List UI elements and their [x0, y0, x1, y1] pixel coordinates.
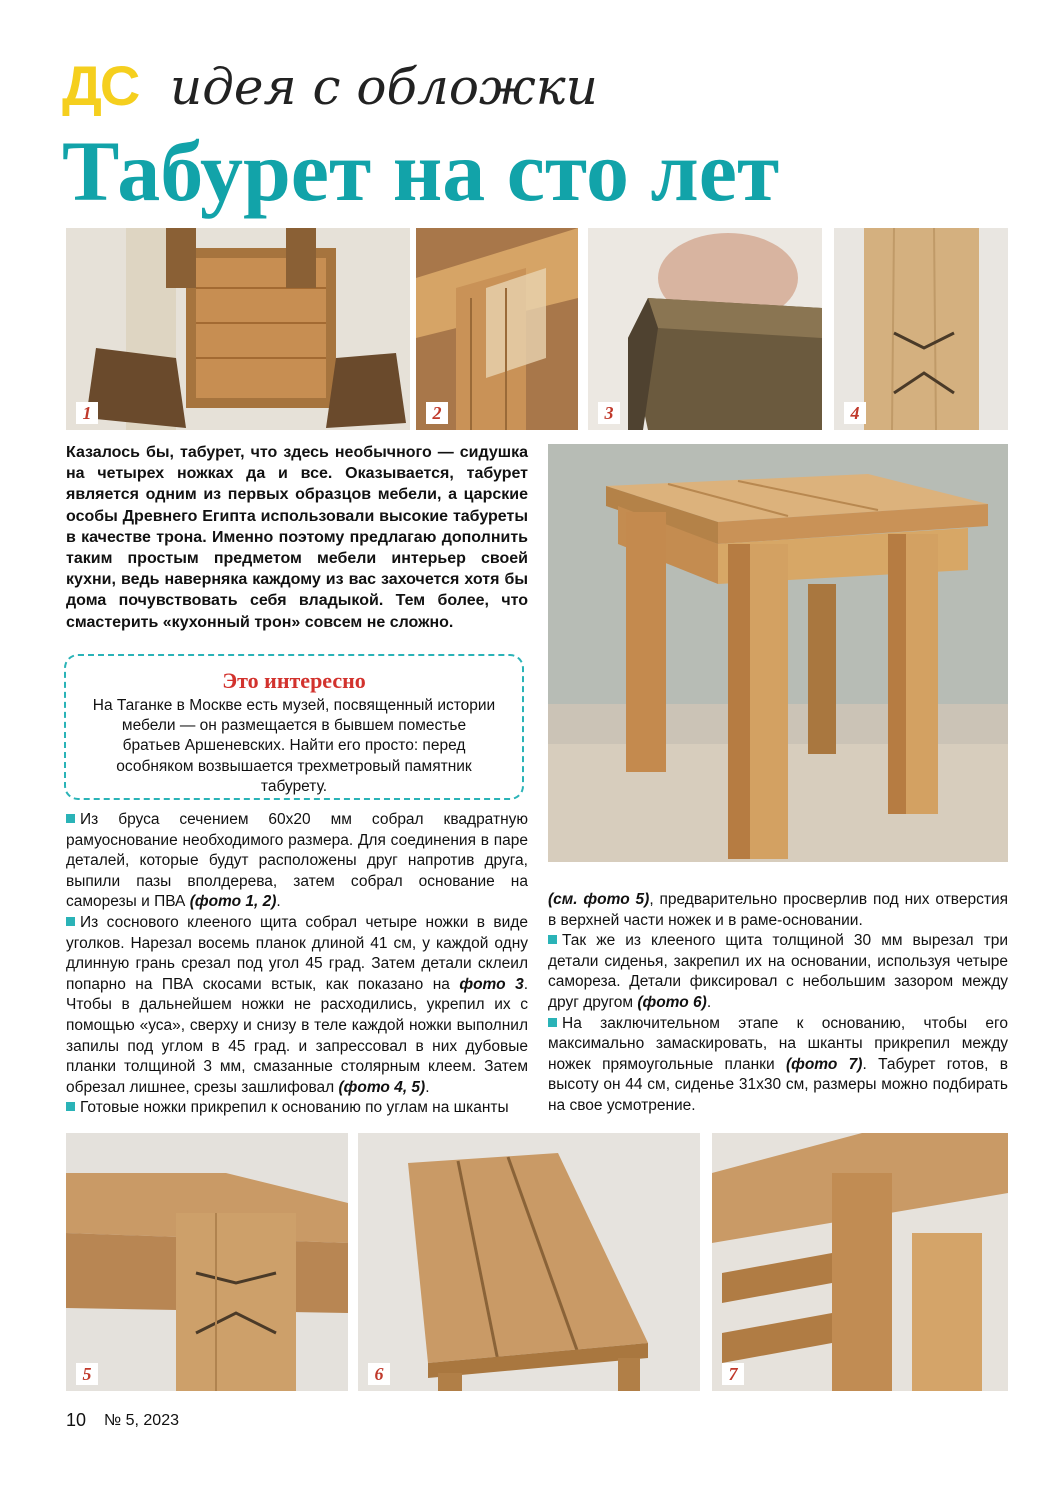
body-paragraph	[548, 890, 1008, 931]
photo-4	[834, 228, 1008, 430]
lead-paragraph: Казалось бы, табурет, что здесь необычного — сидушка на четырех ножках да и все. Оказывается, табурет является одним из первых образцов мебели, а царские особы Древнего Египта использовали высокие табуреты в качестве трона. Именно поэтому предлагаю дополнить таким простым предметом мебели интерьер своей кухни, ведь наверняка каждому из вас захочется хотя бы дома почувствовать себя владыкой. Тем более, что смастерить «кухонный трон» совсем не сложно.	[66, 444, 528, 631]
photo-1-image	[66, 228, 410, 430]
photo-number: 3	[598, 402, 620, 424]
issue-number: № 5, 2023	[104, 1412, 179, 1429]
bullet-marker	[66, 1102, 75, 1111]
photo-5-image	[66, 1133, 348, 1391]
photo-number: 4	[844, 402, 866, 424]
body-text: .	[706, 993, 712, 1011]
photo-reference: (фото 6)	[637, 993, 707, 1011]
body-paragraph	[66, 810, 528, 913]
body-text: Из соснового клееного щита собрал четыре ножки в виде уголков. Нарезал восемь планок длиной 41 см, у каждой одну длинную грань срезал под угол 45 град. Затем детали склеил попарно на ПВА скосами встык, как показано на	[66, 913, 528, 993]
photo-7	[712, 1133, 1008, 1391]
photo-number: 2	[426, 402, 448, 424]
body-text: Готовые ножки прикрепил к основанию по углам на шканты	[80, 1099, 509, 1117]
info-box-title: Это интересно	[222, 668, 366, 693]
photo-reference: (фото 7)	[785, 1055, 863, 1073]
body-text: .	[276, 893, 281, 911]
stool-main-image	[548, 444, 1008, 862]
body-text: , предварительно просверлив под них отверстия в верхней части ножек и в раме-основании.	[548, 891, 1008, 929]
photo-reference: фото 3	[459, 975, 524, 993]
bullet-marker	[66, 917, 75, 926]
body-text: Из бруса сечением 60x20 мм собрал квадратную рамуоснование необходимого размера. Для соединения в паре деталей, которые будут расположены друг напротив друга, выпили пазы вполдерева, затем собрал основание на саморезы и ПВА	[66, 811, 528, 911]
photo-reference: (фото 4, 5)	[338, 1078, 426, 1096]
body-text: .	[425, 1078, 430, 1096]
page-number: 10	[66, 1410, 87, 1430]
bullet-marker	[548, 1018, 557, 1027]
photo-1	[66, 228, 410, 430]
info-box-text: На Таганке в Москве есть музей, посвященный истории мебели — он размещается в бывшем поместье братьев Аршеневских. Найти его просто: перед особняком возвышается трехметровый памятник табурету.	[92, 697, 496, 795]
photo-reference: (см. фото 5)	[548, 891, 650, 908]
body-paragraph	[66, 913, 528, 1098]
photo-4-image	[834, 228, 1008, 430]
body-paragraph	[66, 1098, 528, 1119]
magazine-logo: ДС	[62, 54, 139, 117]
photo-2-image	[416, 228, 578, 430]
body-paragraph	[548, 1014, 1008, 1117]
body-text: . Чтобы в дальнейшем ножки не расходились, укрепил их с помощью «уса», сверху и снизу в теле каждой ножки выполнил запилы под углом в 45 град. и запрессовал в них дубовые планки толщиной 3 мм, смазанные столярным клеем. Затем обрезал лишнее, срезы зашлифовал	[66, 975, 528, 1096]
photo-number: 1	[76, 402, 98, 424]
body-paragraph	[548, 931, 1008, 1013]
body-column-right	[548, 890, 1008, 1117]
body-text: . Табурет готов, в высоту он 44 см, сиденье 31x30 см, размеры можно подбирать на свое усмотрение.	[548, 1055, 1008, 1114]
photo-number: 6	[368, 1363, 390, 1385]
photo-3	[588, 228, 822, 430]
photo-number: 7	[722, 1363, 744, 1385]
page-title: Табурет на сто лет	[62, 123, 780, 219]
body-text: На заключительном этапе к основанию, чтобы его максимально замаскировать, на шканты прикрепил между ножек прямоугольные планки	[548, 1014, 1008, 1073]
body-column-left	[66, 810, 528, 1119]
photo-number: 5	[76, 1363, 98, 1385]
photo-7-image	[712, 1133, 1008, 1391]
body-text: Так же из клееного щита толщиной 30 мм вырезал три детали сиденья, закрепил их на основании, используя четыре самореза. Детали фиксировал с небольшим зазором между друг другом	[548, 932, 1008, 1011]
stool-main-photo	[548, 444, 1008, 862]
photo-5	[66, 1133, 348, 1391]
rubric-heading: идея с обложки	[170, 58, 598, 116]
photo-reference: (фото 1, 2)	[189, 893, 277, 911]
photo-2	[416, 228, 578, 430]
bullet-marker	[66, 814, 75, 823]
photo-6	[358, 1133, 700, 1391]
info-box	[64, 654, 524, 800]
bullet-marker	[548, 935, 557, 944]
photo-3-image	[588, 228, 822, 430]
photo-6-image	[358, 1133, 700, 1391]
